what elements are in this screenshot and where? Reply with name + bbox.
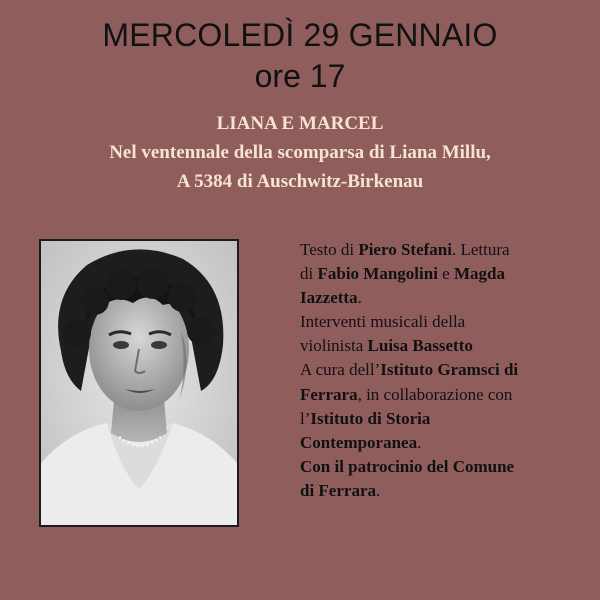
text: . <box>357 288 362 308</box>
text: . <box>417 432 422 452</box>
details-line-9 <box>300 431 592 455</box>
event-subtitle-line-2: A 5384 di Auschwitz-Birkenau <box>176 171 424 192</box>
text: , in collaborazione con <box>357 384 513 404</box>
portrait-photo <box>39 239 239 527</box>
text: Interventi musicali della <box>300 312 466 332</box>
details-line-5 <box>300 334 592 358</box>
details-line-2 <box>300 262 592 286</box>
event-title-block <box>0 109 600 196</box>
text: e <box>437 264 454 284</box>
text: A cura dell’ <box>300 360 381 380</box>
event-date: MERCOLEDÌ 29 GENNAIO <box>102 17 498 53</box>
partner-name-part-2: Contemporanea <box>300 432 418 452</box>
patronage-text: Con il patrocinio del Comune <box>300 456 515 476</box>
details-line-6 <box>300 358 592 382</box>
reader-name-2-last: Iazzetta <box>300 288 358 308</box>
text: di <box>300 264 318 284</box>
details-line-4 <box>300 310 592 334</box>
partner-name-part-1: Istituto di Storia <box>310 408 431 428</box>
organizer-name-part-1: Istituto Gramsci di <box>380 360 519 380</box>
text: violinista <box>300 336 368 356</box>
details-line-10 <box>300 455 592 479</box>
details-line-11 <box>300 479 592 503</box>
event-subtitle-line-1: Nel ventennale della scomparsa di Liana Millu, <box>109 142 491 163</box>
organizer-name-part-2: Ferrara <box>300 384 358 404</box>
details-line-1 <box>300 238 592 262</box>
patronage-city: di Ferrara <box>300 480 376 500</box>
portrait-illustration <box>41 241 237 525</box>
violinist-name: Luisa Bassetto <box>367 336 473 356</box>
details-line-7 <box>300 383 592 407</box>
text: l’ <box>300 408 311 428</box>
event-details <box>300 238 592 503</box>
details-line-3 <box>300 286 592 310</box>
event-time: ore 17 <box>254 58 346 94</box>
reader-name-2-first: Magda <box>453 264 505 284</box>
event-title: LIANA E MARCEL <box>216 113 384 134</box>
details-line-8 <box>300 407 592 431</box>
reader-name-1: Fabio Mangolini <box>317 264 438 284</box>
author-name: Piero Stefani <box>358 240 452 259</box>
text: Testo di <box>300 240 359 259</box>
text: . Lettura <box>451 240 510 259</box>
text: . <box>376 480 381 500</box>
